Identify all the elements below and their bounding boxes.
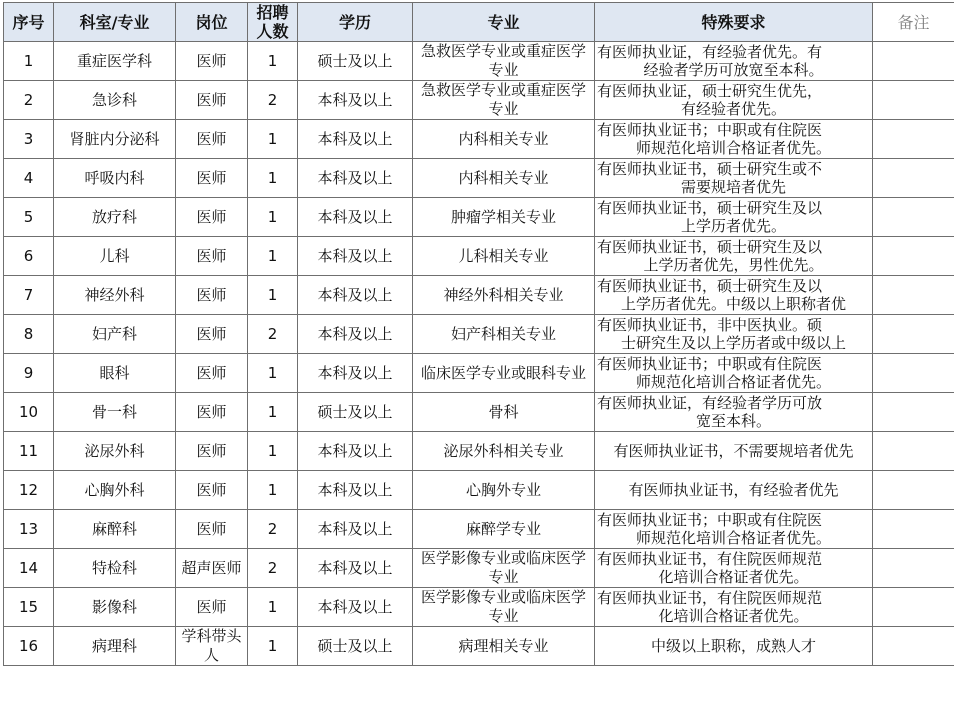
row-count: 1 bbox=[248, 42, 298, 81]
row-education: 本科及以上 bbox=[298, 315, 413, 354]
row-requirement bbox=[595, 42, 873, 81]
row-major: 急救医学专业或重症医学专业 bbox=[413, 81, 595, 120]
row-post: 超声医师 bbox=[176, 549, 248, 588]
row-dept: 泌尿外科 bbox=[54, 432, 176, 471]
row-count: 1 bbox=[248, 198, 298, 237]
row-major: 病理相关专业 bbox=[413, 627, 595, 666]
row-major: 内科相关专业 bbox=[413, 159, 595, 198]
header-count-line2: 人数 bbox=[256, 22, 289, 41]
row-requirement bbox=[595, 471, 873, 510]
row-dept: 儿科 bbox=[54, 237, 176, 276]
table-row bbox=[4, 159, 954, 198]
requirement-line-1: 有医师执业证书，硕士研究生及以 bbox=[597, 277, 823, 295]
requirement-line-1: 有医师执业证书，有住院医师规范 bbox=[597, 589, 823, 607]
row-dept: 急诊科 bbox=[54, 81, 176, 120]
row-post: 学科带头人 bbox=[176, 627, 248, 666]
row-seq: 5 bbox=[4, 198, 54, 237]
row-note bbox=[873, 237, 954, 276]
row-education: 本科及以上 bbox=[298, 510, 413, 549]
table-body bbox=[4, 42, 954, 666]
requirement-line-1: 有医师执业证，有经验者优先。有 bbox=[597, 43, 823, 61]
row-seq: 16 bbox=[4, 627, 54, 666]
row-requirement bbox=[595, 393, 873, 432]
requirement-line-1: 有医师执业证书，有住院医师规范 bbox=[597, 550, 823, 568]
row-seq: 9 bbox=[4, 354, 54, 393]
table-row bbox=[4, 120, 954, 159]
requirement-line-2: 师规范化培训合格证者优先。 bbox=[635, 139, 831, 157]
table-row bbox=[4, 549, 954, 588]
row-note bbox=[873, 432, 954, 471]
requirement-line-1: 有医师执业证书，硕士研究生及以 bbox=[597, 238, 823, 256]
row-major: 心胸外专业 bbox=[413, 471, 595, 510]
table-row bbox=[4, 42, 954, 81]
row-count: 1 bbox=[248, 627, 298, 666]
row-requirement bbox=[595, 276, 873, 315]
table-row bbox=[4, 276, 954, 315]
row-seq: 4 bbox=[4, 159, 54, 198]
row-education: 本科及以上 bbox=[298, 81, 413, 120]
row-major: 儿科相关专业 bbox=[413, 237, 595, 276]
requirement-line-2: 化培训合格证者优先。 bbox=[658, 607, 809, 625]
row-major: 骨科 bbox=[413, 393, 595, 432]
requirement-line-2: 师规范化培训合格证者优先。 bbox=[635, 373, 831, 391]
header-count-line1: 招聘 bbox=[256, 3, 289, 22]
requirement-line-2: 化培训合格证者优先。 bbox=[658, 568, 809, 586]
row-requirement bbox=[595, 81, 873, 120]
row-post: 医师 bbox=[176, 471, 248, 510]
row-requirement bbox=[595, 588, 873, 627]
row-requirement bbox=[595, 198, 873, 237]
row-major: 内科相关专业 bbox=[413, 120, 595, 159]
row-dept: 特检科 bbox=[54, 549, 176, 588]
row-post: 医师 bbox=[176, 354, 248, 393]
row-count: 1 bbox=[248, 120, 298, 159]
row-education: 本科及以上 bbox=[298, 159, 413, 198]
requirement-line-1: 有医师执业证书，非中医执业。硕 bbox=[597, 316, 823, 334]
row-note bbox=[873, 354, 954, 393]
row-education: 本科及以上 bbox=[298, 198, 413, 237]
row-dept: 骨一科 bbox=[54, 393, 176, 432]
row-dept: 神经外科 bbox=[54, 276, 176, 315]
requirement-line-1: 中级以上职称，成熟人才 bbox=[650, 637, 816, 655]
header-major: 专业 bbox=[413, 3, 595, 42]
row-dept: 病理科 bbox=[54, 627, 176, 666]
row-note bbox=[873, 549, 954, 588]
row-dept: 眼科 bbox=[54, 354, 176, 393]
row-seq: 10 bbox=[4, 393, 54, 432]
row-count: 1 bbox=[248, 432, 298, 471]
row-seq: 3 bbox=[4, 120, 54, 159]
requirement-line-1: 有医师执业证，硕士研究生优先， bbox=[597, 82, 823, 100]
table-row bbox=[4, 510, 954, 549]
requirement-line-1: 有医师执业证，有经验者学历可放 bbox=[597, 394, 823, 412]
row-post: 医师 bbox=[176, 432, 248, 471]
row-dept: 肾脏内分泌科 bbox=[54, 120, 176, 159]
header-requirement: 特殊要求 bbox=[595, 3, 873, 42]
row-post: 医师 bbox=[176, 42, 248, 81]
row-education: 本科及以上 bbox=[298, 237, 413, 276]
row-seq: 14 bbox=[4, 549, 54, 588]
row-requirement bbox=[595, 315, 873, 354]
row-count: 1 bbox=[248, 159, 298, 198]
row-major: 妇产科相关专业 bbox=[413, 315, 595, 354]
row-requirement bbox=[595, 627, 873, 666]
row-major: 麻醉学专业 bbox=[413, 510, 595, 549]
row-count: 1 bbox=[248, 393, 298, 432]
row-count: 2 bbox=[248, 81, 298, 120]
row-requirement bbox=[595, 510, 873, 549]
requirement-line-2: 士研究生及以上学历者或中级以上 bbox=[620, 334, 846, 352]
row-education: 本科及以上 bbox=[298, 588, 413, 627]
row-education: 硕士及以上 bbox=[298, 393, 413, 432]
row-post: 医师 bbox=[176, 276, 248, 315]
row-post: 医师 bbox=[176, 588, 248, 627]
row-note bbox=[873, 510, 954, 549]
requirement-line-1: 有医师执业证书，不需要规培者优先 bbox=[613, 442, 854, 460]
row-count: 1 bbox=[248, 471, 298, 510]
row-count: 1 bbox=[248, 588, 298, 627]
row-requirement bbox=[595, 120, 873, 159]
table-row bbox=[4, 237, 954, 276]
requirement-line-2: 宽至本科。 bbox=[695, 412, 771, 430]
table-row bbox=[4, 432, 954, 471]
header-post: 岗位 bbox=[176, 3, 248, 42]
row-count: 2 bbox=[248, 315, 298, 354]
row-post: 医师 bbox=[176, 510, 248, 549]
row-note bbox=[873, 42, 954, 81]
row-dept: 心胸外科 bbox=[54, 471, 176, 510]
row-education: 本科及以上 bbox=[298, 120, 413, 159]
table-row bbox=[4, 393, 954, 432]
row-seq: 7 bbox=[4, 276, 54, 315]
table-row bbox=[4, 354, 954, 393]
row-seq: 8 bbox=[4, 315, 54, 354]
table-row bbox=[4, 471, 954, 510]
row-note bbox=[873, 588, 954, 627]
row-post: 医师 bbox=[176, 198, 248, 237]
row-major: 临床医学专业或眼科专业 bbox=[413, 354, 595, 393]
row-count: 1 bbox=[248, 354, 298, 393]
row-education: 硕士及以上 bbox=[298, 42, 413, 81]
requirement-line-2: 需要规培者优先 bbox=[680, 178, 786, 196]
row-note bbox=[873, 159, 954, 198]
row-note bbox=[873, 315, 954, 354]
table-row bbox=[4, 81, 954, 120]
row-post: 医师 bbox=[176, 393, 248, 432]
row-note bbox=[873, 627, 954, 666]
row-note bbox=[873, 393, 954, 432]
header-seq: 序号 bbox=[4, 3, 54, 42]
row-seq: 6 bbox=[4, 237, 54, 276]
header-note: 备注 bbox=[873, 3, 954, 42]
row-post: 医师 bbox=[176, 159, 248, 198]
row-major: 肿瘤学相关专业 bbox=[413, 198, 595, 237]
requirement-line-1: 有医师执业证书；中职或有住院医 bbox=[597, 511, 823, 529]
row-education: 本科及以上 bbox=[298, 471, 413, 510]
table-row bbox=[4, 198, 954, 237]
row-dept: 重症医学科 bbox=[54, 42, 176, 81]
row-seq: 2 bbox=[4, 81, 54, 120]
table-row bbox=[4, 588, 954, 627]
row-post: 医师 bbox=[176, 237, 248, 276]
row-count: 1 bbox=[248, 276, 298, 315]
requirement-line-2: 上学历者优先。 bbox=[680, 217, 786, 235]
row-education: 本科及以上 bbox=[298, 276, 413, 315]
row-requirement bbox=[595, 432, 873, 471]
header-education: 学历 bbox=[298, 3, 413, 42]
row-major: 泌尿外科相关专业 bbox=[413, 432, 595, 471]
row-education: 硕士及以上 bbox=[298, 627, 413, 666]
requirement-line-1: 有医师执业证书，硕士研究生及以 bbox=[597, 199, 823, 217]
row-seq: 15 bbox=[4, 588, 54, 627]
row-requirement bbox=[595, 237, 873, 276]
row-requirement bbox=[595, 354, 873, 393]
row-seq: 13 bbox=[4, 510, 54, 549]
row-count: 1 bbox=[248, 237, 298, 276]
row-note bbox=[873, 198, 954, 237]
row-dept: 麻醉科 bbox=[54, 510, 176, 549]
row-dept: 呼吸内科 bbox=[54, 159, 176, 198]
row-note bbox=[873, 81, 954, 120]
row-note bbox=[873, 120, 954, 159]
row-requirement bbox=[595, 159, 873, 198]
requirement-line-1: 有医师执业证书，有经验者优先 bbox=[628, 481, 839, 499]
row-post: 医师 bbox=[176, 81, 248, 120]
header-dept: 科室/专业 bbox=[54, 3, 176, 42]
row-requirement bbox=[595, 549, 873, 588]
row-seq: 11 bbox=[4, 432, 54, 471]
requirement-line-1: 有医师执业证书；中职或有住院医 bbox=[597, 121, 823, 139]
row-post: 医师 bbox=[176, 120, 248, 159]
row-seq: 12 bbox=[4, 471, 54, 510]
requirement-line-2: 师规范化培训合格证者优先。 bbox=[635, 529, 831, 547]
row-count: 2 bbox=[248, 510, 298, 549]
requirement-line-1: 有医师执业证书；中职或有住院医 bbox=[597, 355, 823, 373]
row-education: 本科及以上 bbox=[298, 354, 413, 393]
row-note bbox=[873, 471, 954, 510]
row-post: 医师 bbox=[176, 315, 248, 354]
requirement-line-2: 经验者学历可放宽至本科。 bbox=[643, 61, 824, 79]
row-seq: 1 bbox=[4, 42, 54, 81]
row-major: 医学影像专业或临床医学专业 bbox=[413, 588, 595, 627]
requirement-line-2: 有经验者优先。 bbox=[680, 100, 786, 118]
row-education: 本科及以上 bbox=[298, 432, 413, 471]
requirement-line-2: 上学历者优先，男性优先。 bbox=[643, 256, 824, 274]
row-dept: 影像科 bbox=[54, 588, 176, 627]
row-major: 神经外科相关专业 bbox=[413, 276, 595, 315]
header-row bbox=[4, 3, 954, 42]
row-count: 2 bbox=[248, 549, 298, 588]
row-major: 急救医学专业或重症医学专业 bbox=[413, 42, 595, 81]
table-row bbox=[4, 627, 954, 666]
requirement-line-1: 有医师执业证书，硕士研究生或不 bbox=[597, 160, 823, 178]
row-note bbox=[873, 276, 954, 315]
row-dept: 放疗科 bbox=[54, 198, 176, 237]
requirement-line-2: 上学历者优先。中级以上职称者优 bbox=[620, 295, 846, 313]
row-dept: 妇产科 bbox=[54, 315, 176, 354]
table-row bbox=[4, 315, 954, 354]
recruitment-table bbox=[3, 2, 954, 666]
row-education: 本科及以上 bbox=[298, 549, 413, 588]
header-count bbox=[248, 3, 298, 42]
row-major: 医学影像专业或临床医学专业 bbox=[413, 549, 595, 588]
